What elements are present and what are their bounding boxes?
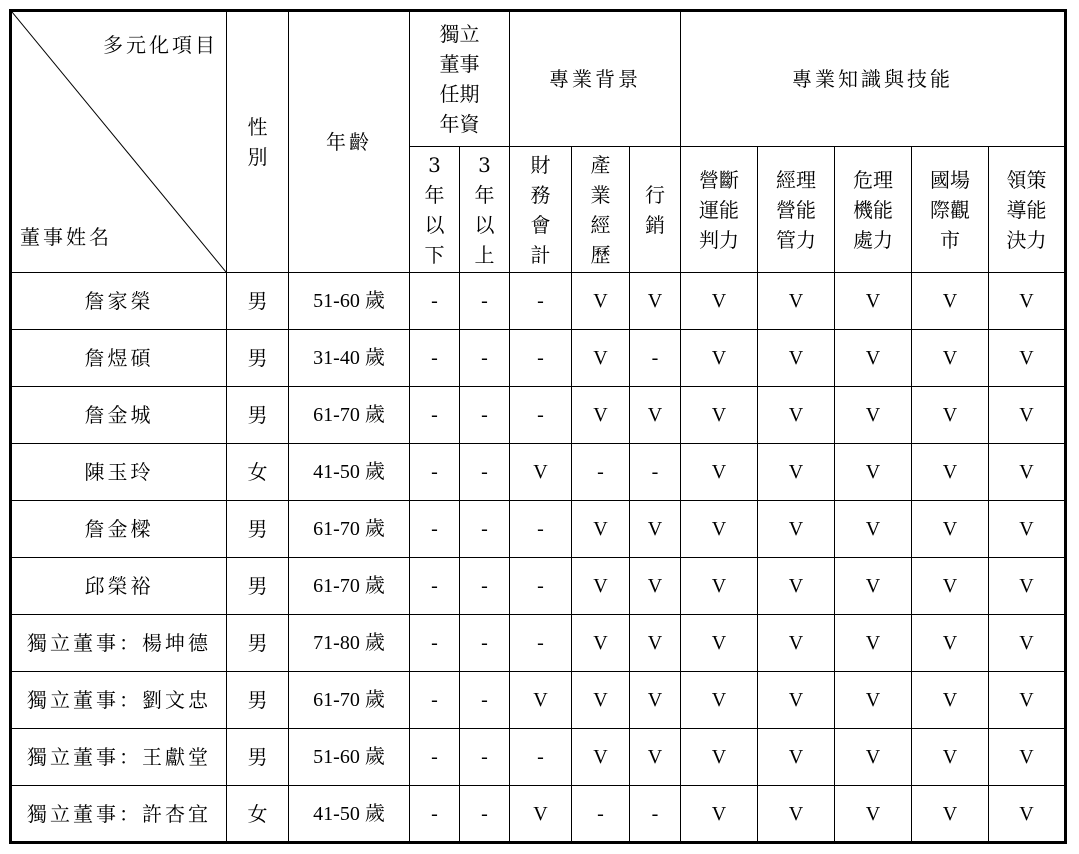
qualification-mark: V — [912, 330, 989, 387]
gender-header: 性別 — [227, 11, 289, 273]
director-gender: 男 — [227, 558, 289, 615]
director-age: 41-50 歲 — [289, 786, 410, 843]
director-age: 41-50 歲 — [289, 444, 410, 501]
director-name: 邱榮裕 — [11, 558, 227, 615]
qualification-mark: V — [681, 444, 758, 501]
operational-judgment-header: 營斷運能判力 — [681, 147, 758, 273]
qualification-mark: V — [835, 615, 912, 672]
qualification-mark: V — [835, 273, 912, 330]
qualification-mark: V — [572, 672, 630, 729]
qualification-mark: V — [989, 672, 1066, 729]
tenure-over-3-header: 3年以上 — [460, 147, 510, 273]
qualification-mark: - — [630, 444, 681, 501]
table-row — [11, 615, 1066, 672]
qualification-mark: V — [989, 501, 1066, 558]
qualification-mark: - — [460, 330, 510, 387]
qualification-mark: V — [681, 729, 758, 786]
qualification-mark: - — [510, 387, 572, 444]
qualification-mark: V — [835, 330, 912, 387]
qualification-mark: - — [510, 729, 572, 786]
qualification-mark: V — [681, 558, 758, 615]
qualification-mark: V — [758, 729, 835, 786]
director-age: 61-70 歲 — [289, 387, 410, 444]
director-age: 31-40 歲 — [289, 330, 410, 387]
qualification-mark: V — [572, 615, 630, 672]
board-diversity-table — [9, 9, 1067, 844]
qualification-mark: V — [758, 330, 835, 387]
director-age: 61-70 歲 — [289, 501, 410, 558]
director-name: 獨立董事：楊坤德 — [11, 615, 227, 672]
qualification-mark: - — [510, 558, 572, 615]
qualification-mark: V — [989, 615, 1066, 672]
table-row — [11, 558, 1066, 615]
qualification-mark: V — [758, 501, 835, 558]
qualification-mark: V — [630, 387, 681, 444]
qualification-mark: V — [630, 729, 681, 786]
director-gender: 男 — [227, 273, 289, 330]
qualification-mark: - — [410, 786, 460, 843]
qualification-mark: V — [510, 444, 572, 501]
director-age: 61-70 歲 — [289, 558, 410, 615]
qualification-mark: V — [912, 786, 989, 843]
qualification-mark: V — [989, 330, 1066, 387]
qualification-mark: V — [681, 387, 758, 444]
qualification-mark: V — [912, 615, 989, 672]
international-market-header: 國場際觀市 — [912, 147, 989, 273]
director-gender: 男 — [227, 387, 289, 444]
qualification-mark: - — [460, 387, 510, 444]
qualification-mark: - — [410, 330, 460, 387]
header-row-1 — [11, 11, 1066, 147]
table-row — [11, 786, 1066, 843]
qualification-mark: V — [835, 729, 912, 786]
qualification-mark: V — [912, 501, 989, 558]
qualification-mark: V — [758, 615, 835, 672]
qualification-mark: - — [410, 558, 460, 615]
qualification-mark: - — [410, 672, 460, 729]
qualification-mark: - — [510, 330, 572, 387]
qualification-mark: - — [572, 444, 630, 501]
qualification-mark: V — [989, 444, 1066, 501]
qualification-mark: - — [410, 273, 460, 330]
qualification-mark: V — [912, 729, 989, 786]
qualification-mark: V — [758, 444, 835, 501]
qualification-mark: V — [510, 786, 572, 843]
qualification-mark: - — [460, 273, 510, 330]
table-row — [11, 729, 1066, 786]
qualification-mark: V — [572, 558, 630, 615]
qualification-mark: - — [410, 444, 460, 501]
director-name: 詹金樑 — [11, 501, 227, 558]
qualification-mark: V — [572, 273, 630, 330]
tenure-header: 獨立董事任期年資 — [410, 11, 510, 147]
qualification-mark: V — [681, 786, 758, 843]
qualification-mark: - — [572, 786, 630, 843]
director-age: 71-80 歲 — [289, 615, 410, 672]
qualification-mark: V — [989, 786, 1066, 843]
director-gender: 男 — [227, 330, 289, 387]
qualification-mark: V — [630, 501, 681, 558]
director-name-label: 董事姓名 — [20, 225, 112, 249]
qualification-mark: - — [460, 558, 510, 615]
qualification-mark: V — [989, 729, 1066, 786]
table-row — [11, 387, 1066, 444]
qualification-mark: V — [835, 672, 912, 729]
management-ability-header: 經理營能管力 — [758, 147, 835, 273]
qualification-mark: V — [681, 273, 758, 330]
qualification-mark: V — [630, 273, 681, 330]
qualification-mark: - — [630, 786, 681, 843]
qualification-mark: - — [460, 729, 510, 786]
table-row — [11, 672, 1066, 729]
qualification-mark: - — [510, 501, 572, 558]
skills-header: 專業知識與技能 — [681, 11, 1066, 147]
table-row — [11, 273, 1066, 330]
qualification-mark: V — [758, 273, 835, 330]
qualification-mark: V — [510, 672, 572, 729]
qualification-mark: - — [460, 501, 510, 558]
qualification-mark: - — [630, 330, 681, 387]
qualification-mark: - — [460, 615, 510, 672]
qualification-mark: V — [912, 387, 989, 444]
qualification-mark: V — [989, 273, 1066, 330]
qualification-mark: V — [681, 330, 758, 387]
board-diversity-table-wrapper — [9, 9, 1067, 844]
finance-accounting-header: 財務會計 — [510, 147, 572, 273]
director-name: 詹家榮 — [11, 273, 227, 330]
qualification-mark: - — [460, 444, 510, 501]
background-header: 專業背景 — [510, 11, 681, 147]
qualification-mark: V — [758, 558, 835, 615]
director-gender: 男 — [227, 501, 289, 558]
qualification-mark: V — [835, 786, 912, 843]
qualification-mark: V — [630, 672, 681, 729]
qualification-mark: V — [912, 444, 989, 501]
qualification-mark: - — [460, 672, 510, 729]
diagonal-header-cell — [11, 11, 227, 273]
qualification-mark: V — [989, 558, 1066, 615]
table-row — [11, 501, 1066, 558]
qualification-mark: V — [835, 444, 912, 501]
director-age: 51-60 歲 — [289, 273, 410, 330]
qualification-mark: V — [681, 501, 758, 558]
table-row — [11, 444, 1066, 501]
director-name: 獨立董事：劉文忠 — [11, 672, 227, 729]
qualification-mark: V — [630, 615, 681, 672]
director-name: 獨立董事：許杏宜 — [11, 786, 227, 843]
industry-experience-header: 產業經歷 — [572, 147, 630, 273]
qualification-mark: V — [572, 330, 630, 387]
director-name: 詹金城 — [11, 387, 227, 444]
qualification-mark: V — [912, 558, 989, 615]
director-name: 獨立董事：王獻堂 — [11, 729, 227, 786]
qualification-mark: - — [510, 615, 572, 672]
marketing-header: 行銷 — [630, 147, 681, 273]
qualification-mark: V — [758, 387, 835, 444]
director-gender: 女 — [227, 786, 289, 843]
qualification-mark: V — [912, 273, 989, 330]
qualification-mark: V — [572, 729, 630, 786]
crisis-handling-header: 危理機能處力 — [835, 147, 912, 273]
director-gender: 女 — [227, 444, 289, 501]
director-name: 詹煜碩 — [11, 330, 227, 387]
director-age: 51-60 歲 — [289, 729, 410, 786]
qualification-mark: V — [835, 558, 912, 615]
qualification-mark: V — [572, 501, 630, 558]
qualification-mark: V — [630, 558, 681, 615]
qualification-mark: V — [835, 387, 912, 444]
director-gender: 男 — [227, 672, 289, 729]
qualification-mark: - — [460, 786, 510, 843]
qualification-mark: V — [912, 672, 989, 729]
qualification-mark: - — [410, 615, 460, 672]
qualification-mark: - — [410, 729, 460, 786]
qualification-mark: - — [410, 501, 460, 558]
director-age: 61-70 歲 — [289, 672, 410, 729]
qualification-mark: V — [681, 615, 758, 672]
qualification-mark: V — [572, 387, 630, 444]
qualification-mark: V — [835, 501, 912, 558]
director-name: 陳玉玲 — [11, 444, 227, 501]
qualification-mark: V — [758, 786, 835, 843]
table-row — [11, 330, 1066, 387]
age-header: 年齡 — [289, 11, 410, 273]
director-gender: 男 — [227, 729, 289, 786]
tenure-under-3-header: 3年以下 — [410, 147, 460, 273]
qualification-mark: - — [410, 387, 460, 444]
qualification-mark: - — [510, 273, 572, 330]
director-gender: 男 — [227, 615, 289, 672]
qualification-mark: V — [989, 387, 1066, 444]
leadership-decision-header: 領策導能決力 — [989, 147, 1066, 273]
qualification-mark: V — [758, 672, 835, 729]
qualification-mark: V — [681, 672, 758, 729]
diversity-item-label: 多元化項目 — [103, 33, 218, 57]
